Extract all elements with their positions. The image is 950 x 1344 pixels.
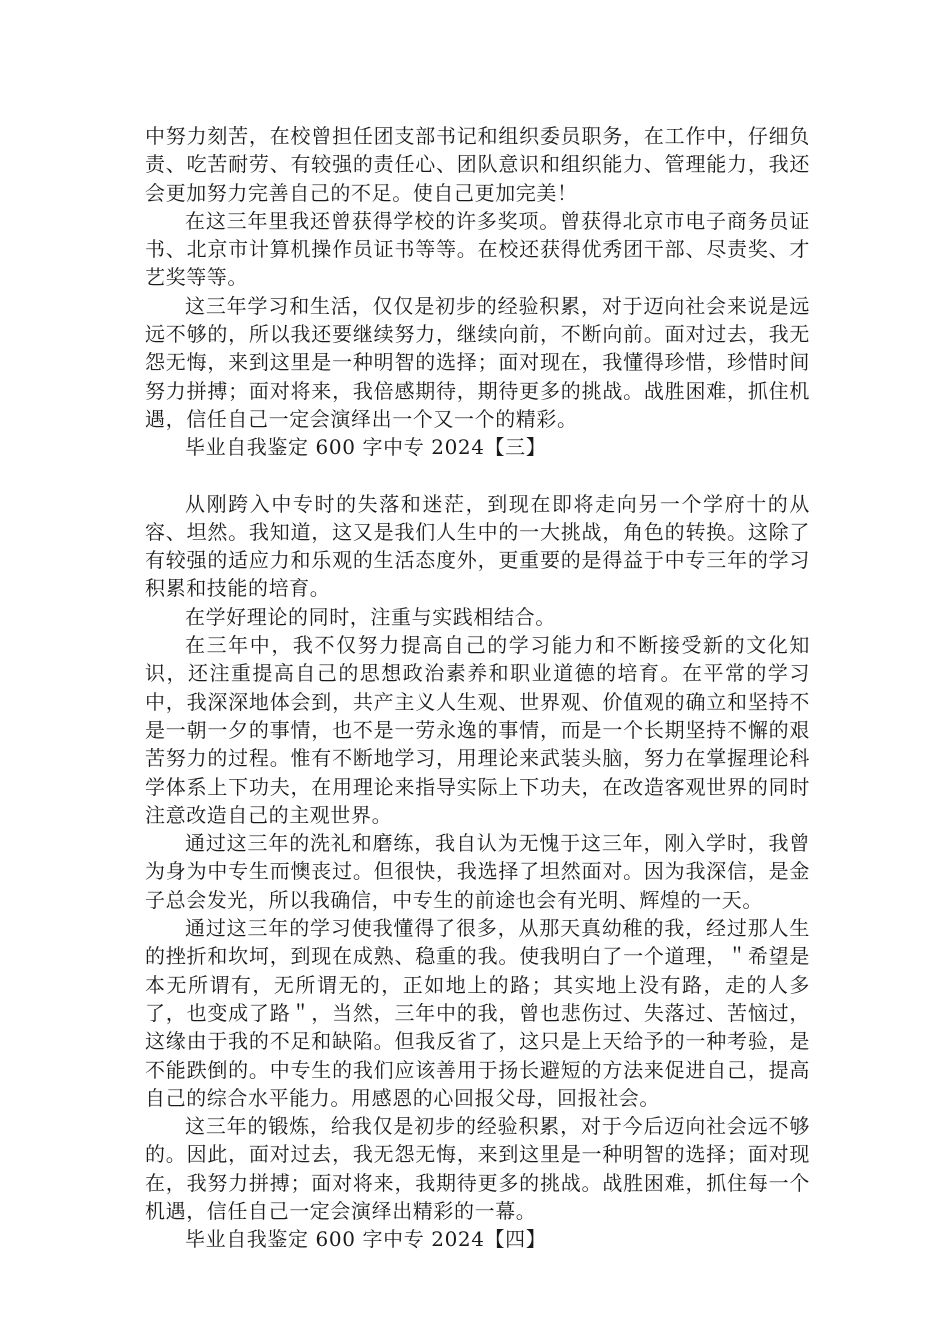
section-heading-three: 毕业自我鉴定 600 字中专 2024【三】 [185,435,547,460]
section-heading-four: 毕业自我鉴定 600 字中专 2024【四】 [185,1227,547,1252]
paragraph-growth: 通过这三年的洗礼和磨练，我自认为无愧于这三年，刚入学时，我曾为身为中专生而懊丧过。但很快，我选择了坦然面对。因为我深信，是金子总会发光，所以我确信，中专生的前途也会有光明、辉煌的一天。 [145,831,810,912]
paragraph-intro: 从刚跨入中专时的失落和迷茫，到现在即将走向另一个学府十的从容、坦然。我知道，这又是我们人生中的一大挑战，角色的转换。这除了有较强的适应力和乐观的生活态度外，更重要的是得益于中专三年的学习积累和技能的培育。 [145,491,810,601]
paragraph-continued: 中努力刻苦，在校曾担任团支部书记和组织委员职务，在工作中，仔细负责、吃苦耐劳、有较强的责任心、团队意识和组织能力、管理能力，我还会更加努力完善自己的不足。使自己更加完美！ [145,124,810,205]
blank-line [145,462,810,490]
paragraph-study: 在三年中，我不仅努力提高自己的学习能力和不断接受新的文化知识，还注重提高自己的思想政治素养和职业道德的培育。在平常的学习中，我深深地体会到，共产主义人生观、世界观、价值观的确立和坚持不是一朝一夕的事情，也不是一劳永逸的事情，而是一个长期坚持不懈的艰苦努力的过程。惟有不断地学习，用理论来武装头脑，努力在掌握理论科学体系上下功夫，在用理论来指导实际上下功夫，在改造客观世界的同时注意改造自己的主观世界。 [145,633,810,827]
paragraph-theory: 在学好理论的同时，注重与实践相结合。 [185,604,556,629]
paragraph-awards: 在这三年里我还曾获得学校的许多奖项。曾获得北京市电子商务员证书、北京市计算机操作员证书等等。在校还获得优秀团干部、尽责奖、才艺奖等等。 [145,208,810,290]
paragraph-conclusion: 这三年的锻炼，给我仅是初步的经验积累，对于今后迈向社会远不够的。因此，面对过去，我无怨无悔，来到这里是一种明智的选择；面对现在，我努力拼搏；面对将来，我期待更多的挑战。战胜困难，抓住每一个机遇，信任自己一定会演绎出精彩的一幕。 [145,1114,810,1223]
paragraph-summary: 这三年学习和生活，仅仅是初步的经验积累，对于迈向社会来说是远远不够的，所以我还要继续努力，继续向前，不断向前。面对过去，我无怨无悔，来到这里是一种明智的选择；面对现在，我懂得珍惜，珍惜时间努力拼搏；面对将来，我倍感期待，期待更多的挑战。战胜困难，抓住机遇，信任自己一定会演绎出一个又一个的精彩。 [145,293,810,431]
paragraph-lessons: 通过这三年的学习使我懂得了很多，从那天真幼稚的我，经过那人生的挫折和坎坷，到现在成熟、稳重的我。使我明白了一个道理，＂希望是本无所谓有，无所谓无的，正如地上的路；其实地上没有路，走的人多了，也变成了路＂，当然，三年中的我，曾也悲伤过、失落过、苦恼过，这缘由于我的不足和缺陷。但我反省了，这只是上天给予的一种考验，是不能跌倒的。中专生的我们应该善用于扬长避短的方法来促进自己，提高自己的综合水平能力。用感恩的心回报父母，回报社会。 [145,916,810,1110]
document-page [145,122,810,1254]
